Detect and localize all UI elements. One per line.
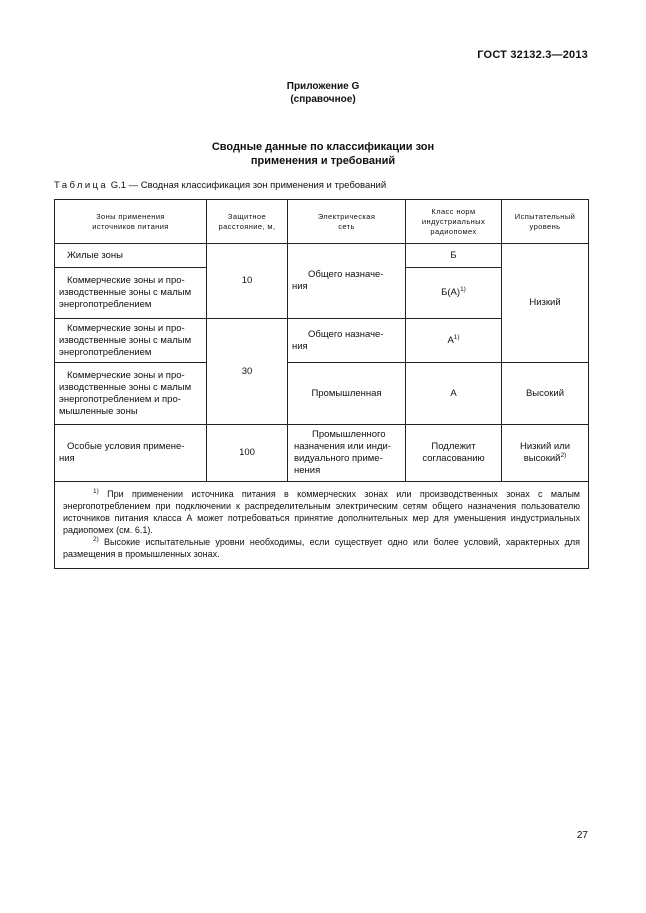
network-text-l2: ния [292,340,308,352]
network-text-l2: назначения или инди- [294,441,392,452]
zone-text-l1: Коммерческие зоны и про- [67,369,185,381]
distance-cell: 30 [207,319,288,425]
zone-cell [55,268,207,319]
class-cell [406,425,502,482]
header-class [406,200,502,244]
appendix-subtitle: (справочное) [290,94,356,105]
network-cell [288,319,406,363]
header-zones [55,200,207,244]
class-cell: А [406,363,502,425]
network-text-l2: ния [292,281,308,292]
header-network-l1: Электрическая [317,211,376,221]
network-text-l3: видуального приме- [294,453,383,464]
level-cell: Высокий [502,363,589,425]
network-text-l1: Общего назначе- [308,328,384,340]
header-level [502,200,589,244]
appendix-heading [0,80,646,106]
class-cell [406,268,502,319]
section-title-line1: Сводные данные по классификации зон [211,141,435,153]
table-notes [55,482,589,569]
class-text-l2: согласованию [422,453,485,464]
header-network [288,200,406,244]
footnote-2 [63,536,580,560]
network-text-l4: нения [294,465,321,476]
header-level-l2: уровень [529,221,561,231]
zone-text-l2: ния [59,453,75,464]
header-class-l1: Класс норм [431,206,476,216]
class-text: Б(А) [441,287,461,298]
class-text: А [447,334,454,346]
standard-number: ГОСТ 32132.3—2013 [477,49,588,61]
zone-text-l2: изводственные зоны с малым [59,287,192,298]
footnote-mark: 2) [93,536,99,543]
footnote-1 [63,488,580,536]
page-number: 27 [576,830,588,841]
footnote-text: Высокие испытательные уровни необходимы, если существует одно или более условий, характерных для размещения в промышленных зонах. [63,537,580,559]
zone-cell [55,319,207,363]
header-distance-l2: расстояние, м, [218,221,276,231]
classification-table [54,199,589,569]
level-text-l1: Низкий или [519,441,571,452]
zone-text-l3: энергопотреблением [59,346,152,358]
table-row [55,363,589,425]
zone-text-l3: энергопотреблением и про- [59,393,181,405]
network-text-l1: Промышленного [312,429,386,440]
network-cell [288,425,406,482]
footnote-mark: 1) [93,488,99,495]
zone-text-l2: изводственные зоны с малым [59,334,192,346]
footnote-ref: 1) [453,333,460,341]
zone-text-l1: Коммерческие зоны и про- [67,322,185,334]
header-level-l1: Испытательный [514,211,576,221]
header-zones-l1: Зоны применения [96,211,165,221]
zone-text-l1: Коммерческие зоны и про- [67,275,185,286]
table-row [55,244,589,268]
table-caption-text: — Сводная классификация зон применения и требований [128,180,387,191]
table-caption-label: Таблица [54,180,109,191]
header-class-l2: индустриальных [421,216,486,226]
header-network-l2: сеть [338,221,355,231]
network-cell [288,244,406,319]
header-distance-l1: Защитное [227,211,267,221]
section-title-line2: применения и требований [250,155,396,167]
footnote-ref: 2) [560,451,567,459]
zone-text: Жилые зоны [67,249,123,261]
table-caption-number: G.1 [110,180,127,191]
footnote-ref: 1) [460,285,466,293]
distance-cell: 10 [207,244,288,319]
appendix-title: Приложение G [286,81,360,92]
zone-text-l2: изводственные зоны с малым [59,381,192,393]
header-class-l3: радиопомех [430,226,477,236]
distance-cell: 100 [207,425,288,482]
table-row [55,425,589,482]
level-text-l2: высокий [523,453,561,464]
table-caption [54,180,386,191]
zone-text-l4: мышленные зоны [59,405,138,417]
class-text-l1: Подлежит [431,441,476,452]
table-header-row [55,200,589,244]
zone-cell [55,363,207,425]
table-notes-row [55,482,589,569]
section-title [0,140,646,168]
zone-text-l3: энергопотреблением [59,299,152,310]
footnote-text: При применении источника питания в коммерческих зонах или производственных зонах с малым энергопотреблением при подключении к распределительным электрическим сетям общего назначения пользователю источников питания класса А может потребоваться принятие дополнительных мер для уменьшения индустриальных радиопомех (см. 6.1). [63,489,580,535]
zone-text-l1: Особые условия примене- [67,441,185,452]
network-text-l1: Общего назначе- [308,269,384,280]
level-cell [502,425,589,482]
class-cell: Б [406,244,502,268]
class-cell [406,319,502,363]
level-cell: Низкий [502,244,589,363]
header-distance [207,200,288,244]
header-zones-l2: источников питания [92,221,169,231]
zone-cell [55,425,207,482]
network-cell: Промышленная [288,363,406,425]
zone-cell [55,244,207,268]
